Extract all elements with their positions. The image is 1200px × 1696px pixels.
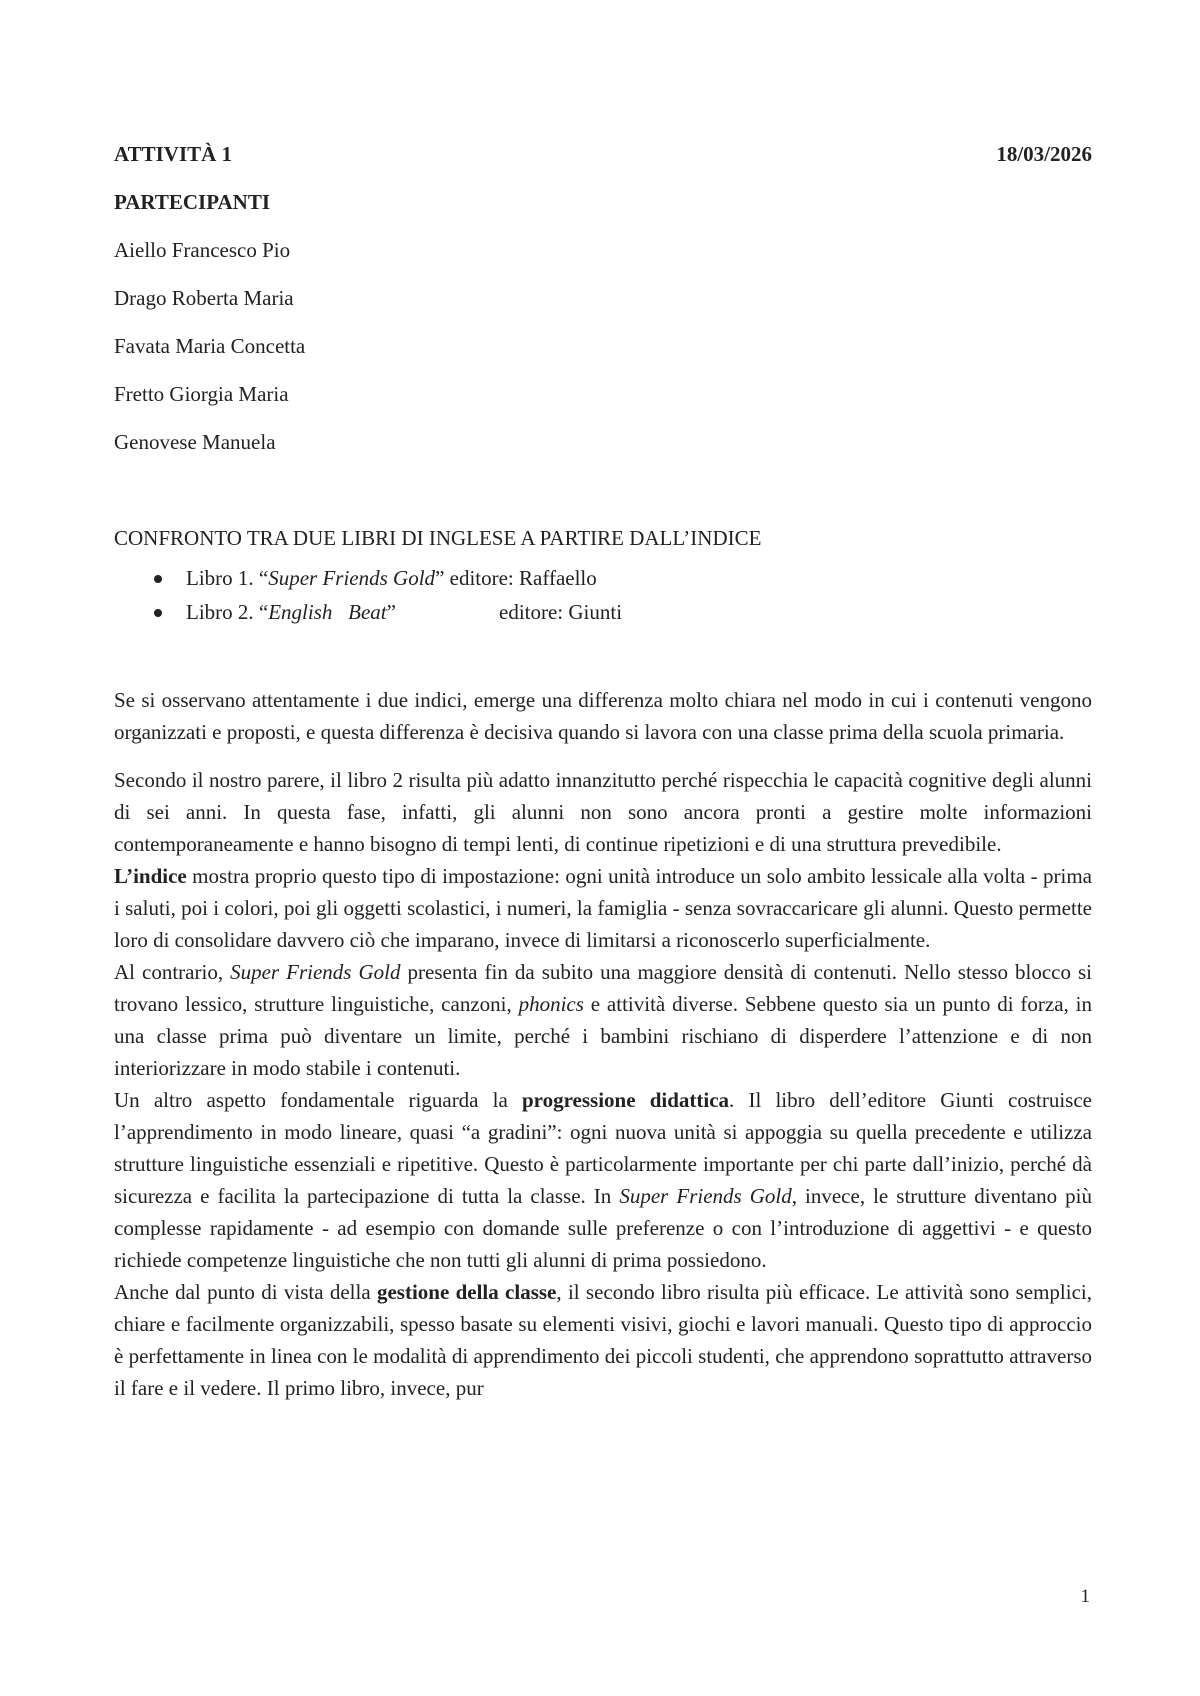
paragraph-text: e attività diverse. Sebbene questo sia un punto di forza, in una classe prima può diventare un limite, perché i bambini rischiano di disperdere l’attenzione e di non interiorizzare in modo stabile i contenuti.	[114, 992, 1092, 1080]
header-row	[114, 138, 1092, 170]
paragraph: Se si osservano attentamente i due indici, emerge una differenza molto chiara nel modo in cui i contenuti vengono organizzati e proposti, e questa differenza è decisiva quando si lavora con una classe prima della scuola primaria.	[114, 688, 1092, 744]
participant-name: Drago Roberta Maria	[114, 286, 294, 310]
participants-heading: PARTECIPANTI	[114, 190, 270, 214]
book-prefix: Libro 1. “	[186, 566, 269, 590]
paragraph-text: mostra proprio questo tipo di impostazione: ogni unità introduce un solo ambito lessicale alla volta - prima i saluti, poi i colori, poi gli oggetti scolastici, i numeri, la famiglia - senza sovraccaricare gli alunni. Questo permette loro di consolidare davvero ciò che imparano, invece di limitarsi a riconoscerlo superficialmente.	[114, 864, 1092, 952]
book-editor: editore: Giunti	[499, 600, 623, 624]
participant-name: Genovese Manuela	[114, 430, 276, 454]
paragraph	[114, 1276, 1092, 1404]
page-number: 1	[1080, 1586, 1090, 1607]
italic-title: Super Friends Gold	[230, 960, 401, 984]
document-content	[114, 138, 1092, 1404]
book-item	[114, 562, 1092, 596]
book-title: English Beat	[268, 600, 387, 624]
book-suffix: ” editore: Raffaello	[435, 566, 597, 590]
italic-term: phonics	[518, 992, 584, 1016]
paragraph: Secondo il nostro parere, il libro 2 risulta più adatto innanzitutto perché rispecchia le capacità cognitive degli alunni di sei anni. In questa fase, infatti, gli alunni non sono ancora pronti a gestire molte informazioni contemporaneamente e hanno bisogno di tempi lenti, di continue ripetizioni e di una struttura prevedibile.	[114, 768, 1092, 856]
document-date: 18/03/2026	[996, 142, 1092, 166]
paragraph-text: . Il libro dell’editore Giunti costruisce l’apprendimento in modo lineare, quasi “a gradini”: ogni nuova unità si appoggia su quella precedente e utilizza strutture linguistiche essenziali e ripetitive. Questo è particolarmente importante per chi parte dall’inizio, perché dà sicurezza e facilita la partecipazione di tutta la classe. In	[114, 1088, 1092, 1208]
bold-term: L’indice	[114, 864, 187, 888]
paragraph-text: Anche dal punto di vista della	[114, 1280, 377, 1304]
participant-name: Fretto Giorgia Maria	[114, 382, 289, 406]
section-title: CONFRONTO TRA DUE LIBRI DI INGLESE A PARTIRE DALL’INDICE	[114, 526, 762, 550]
book-item	[114, 596, 1092, 630]
book-prefix: Libro 2. “	[186, 600, 269, 624]
book-title: Super Friends Gold	[268, 566, 436, 590]
paragraph-text: presenta fin da subito una maggiore densità di contenuti. Nello stesso blocco si trovano lessico, strutture linguistiche, canzoni,	[114, 960, 1092, 1016]
bold-term: progressione didattica	[521, 1088, 730, 1112]
paragraph-text: Al contrario,	[114, 960, 231, 984]
paragraph-text: , invece, le strutture diventano più complesse rapidamente - ad esempio con domande sulle preferenze o con l’introduzione di aggettivi - e questo richiede competenze linguistiche che non tutti gli alunni di prima possiedono.	[114, 1184, 1092, 1272]
book-suffix: ”	[386, 600, 396, 624]
participant-name: Aiello Francesco Pio	[114, 238, 291, 262]
books-list	[114, 562, 1092, 630]
bold-term: gestione della classe	[376, 1280, 557, 1304]
italic-title: Super Friends Gold	[619, 1184, 792, 1208]
paragraph	[114, 1084, 1092, 1276]
activity-title: ATTIVITÀ 1	[114, 142, 233, 166]
paragraph	[114, 956, 1092, 1084]
paragraph-text: Un altro aspetto fondamentale riguarda la	[114, 1088, 522, 1112]
participant-name: Favata Maria Concetta	[114, 334, 306, 358]
paragraph-text: , il secondo libro risulta più efficace. Le attività sono semplici, chiare e facilmente organizzabili, spesso basate su elementi visivi, giochi e lavori manuali. Questo tipo di approccio è perfettamente in linea con le modalità di apprendimento dei piccoli studenti, che apprendono soprattutto attraverso il fare e il vedere. Il primo libro, invece, pur	[114, 1280, 1093, 1400]
paragraph	[114, 860, 1092, 956]
